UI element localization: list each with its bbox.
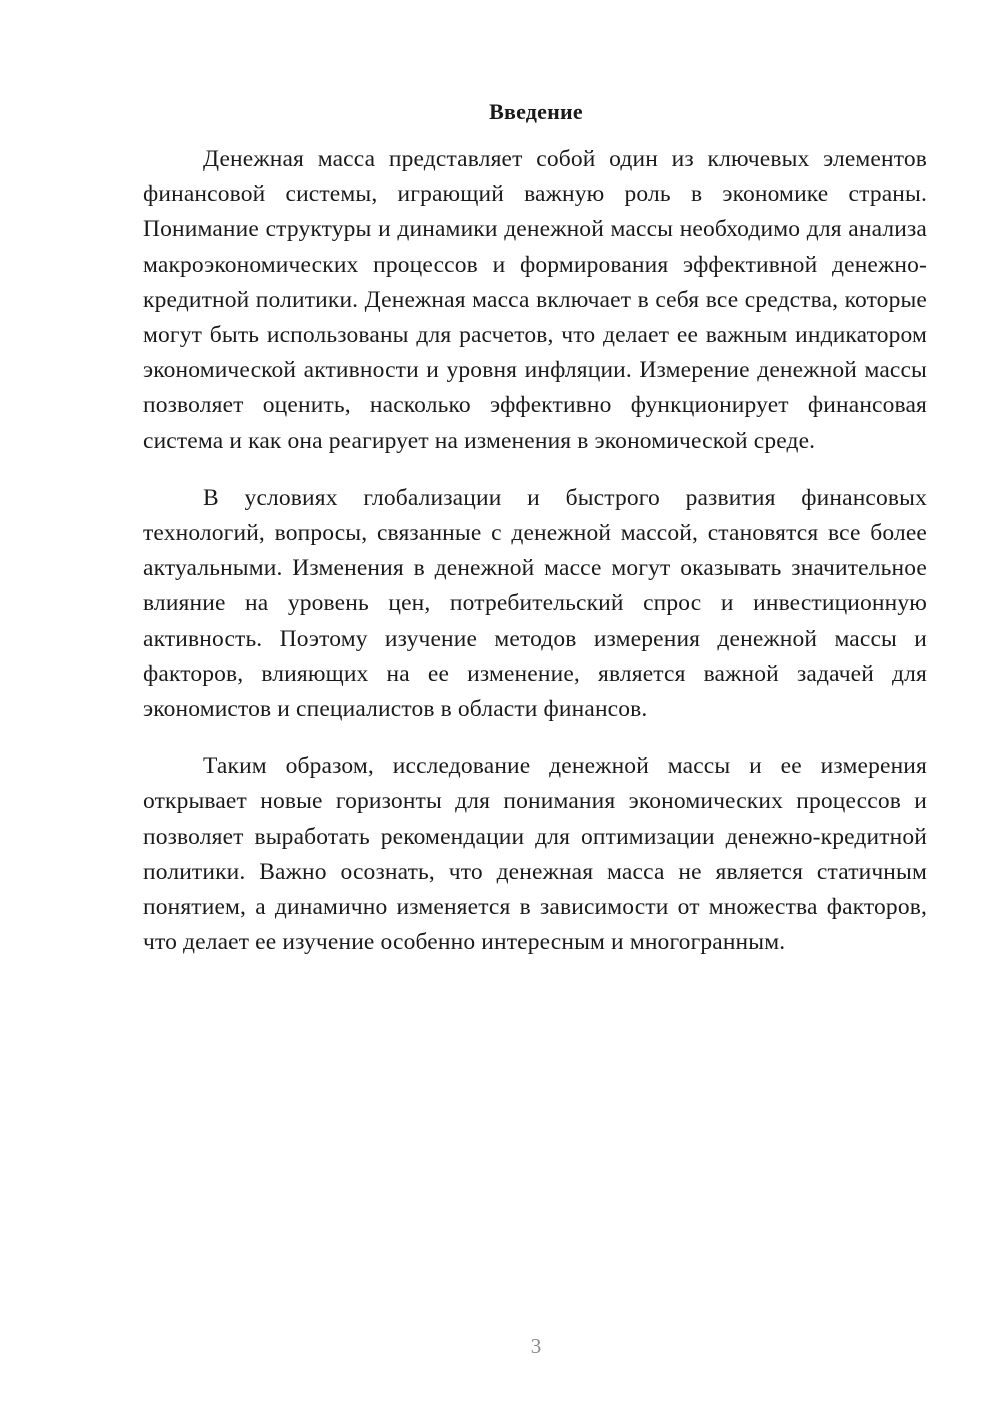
- page-number: 3: [530, 1334, 542, 1358]
- section-title: Введение: [489, 99, 583, 124]
- paragraph-2: В условиях глобализации и быстрого развития финансовых технологий, вопросы, связанные с денежной массой, становятся все более актуальными. Изменения в денежной массе могут оказывать значительное влияние на уровень цен, потребительский спрос и инвестиционную активность. Поэтому изучение методов измерения денежной массы и факторов, влияющих на ее изменение, является важной задачей для экономистов и специалистов в области финансов.: [143, 484, 927, 723]
- paragraph-3: Таким образом, исследование денежной массы и ее измерения открывает новые горизонты для понимания экономических процессов и позволяет выработать рекомендации для оптимизации денежно-кредитной политики. Важно осознать, что денежная масса не является статичным понятием, а динамично изменяется в зависимости от множества факторов, что делает ее изучение особенно интересным и многогранным.: [143, 753, 927, 956]
- body-text: [143, 142, 927, 960]
- paragraph-1: Денежная масса представляет собой один из ключевых элементов финансовой системы, играющий важную роль в экономике страны. Понимание структуры и динамики денежной массы необходимо для анализа макроэкономических процессов и формирования эффективной денежно-кредитной политики. Денежная масса включает в себя все средства, которые могут быть использованы для расчетов, что делает ее важным индикатором экономической активности и уровня инфляции. Измерение денежной массы позволяет оценить, насколько эффективно функционирует финансовая система и как она реагирует на изменения в экономической среде.: [143, 146, 927, 454]
